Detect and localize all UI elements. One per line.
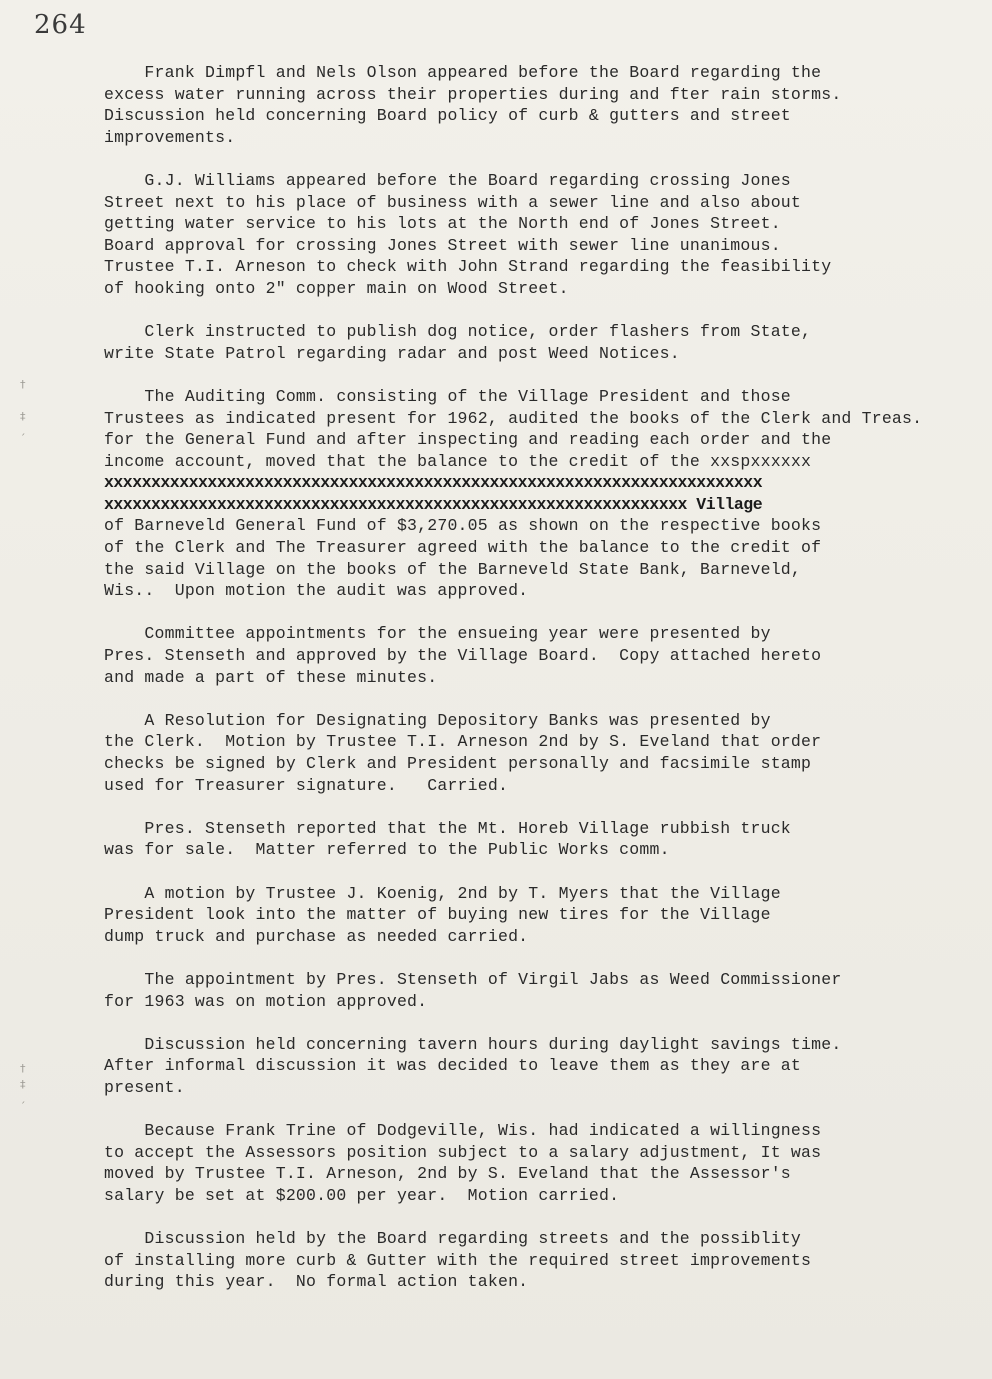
- text-line: xxxxxxxxxxxxxxxxxxxxxxxxxxxxxxxxxxxxxxxxxxxxxxxxxxxxxxxxxxxxxxxxxxxxxx: [104, 473, 763, 493]
- margin-mark: ‡: [20, 410, 26, 423]
- text-line: Discussion held by the Board regarding streets and the possiblity: [104, 1229, 802, 1249]
- minutes-paragraph: [104, 623, 904, 688]
- text-line: Discussion held concerning Board policy of curb & gutters and street: [104, 106, 791, 126]
- margin-mark: ‡: [20, 1078, 26, 1091]
- text-line: President look into the matter of buying new tires for the Village: [104, 905, 771, 925]
- margin-mark: †: [20, 1062, 26, 1075]
- text-line: present.: [104, 1077, 185, 1097]
- text-line: improvements.: [104, 127, 236, 147]
- page-number: 264: [34, 10, 87, 40]
- margin-mark: ´: [20, 432, 26, 445]
- text-line: Frank Dimpfl and Nels Olson appeared before the Board regarding the: [104, 63, 822, 82]
- minutes-paragraph: [104, 883, 904, 948]
- minutes-paragraph: [104, 969, 904, 1012]
- text-line: of hooking onto 2" copper main on Wood Street.: [104, 278, 569, 298]
- minutes-paragraph: [104, 1228, 904, 1293]
- text-line: The Auditing Comm. consisting of the Village President and those: [104, 386, 791, 406]
- text-line: excess water running across their properties during and fter rain storms.: [104, 84, 842, 104]
- text-line: xxxxxxxxxxxxxxxxxxxxxxxxxxxxxxxxxxxxxxxxxxxxxxxxxxxxxxxxxxxxxx Village: [104, 494, 763, 514]
- text-line: for 1963 was on motion approved.: [104, 991, 428, 1011]
- minutes-paragraph: [104, 62, 904, 148]
- minutes-paragraph: [104, 710, 904, 796]
- text-line: of installing more curb & Gutter with the required street improvements: [104, 1250, 812, 1270]
- text-line: the Clerk. Motion by Trustee T.I. Arneson 2nd by S. Eveland that order: [104, 732, 822, 752]
- text-line: of Barneveld General Fund of $3,270.05 as shown on the respective books: [104, 516, 822, 536]
- text-line: Trustees as indicated present for 1962, audited the books of the Clerk and Treas.: [104, 408, 923, 428]
- text-line: write State Patrol regarding radar and post Weed Notices.: [104, 343, 680, 363]
- minutes-paragraph: [104, 1034, 904, 1099]
- minutes-paragraph: [104, 1120, 904, 1206]
- text-line: Board approval for crossing Jones Street with sewer line unanimous.: [104, 235, 781, 255]
- minutes-paragraph: [104, 818, 904, 861]
- text-line: G.J. Williams appeared before the Board regarding crossing Jones: [104, 170, 791, 190]
- text-line: Pres. Stenseth reported that the Mt. Horeb Village rubbish truck: [104, 818, 791, 838]
- text-line: Trustee T.I. Arneson to check with John Strand regarding the feasibility: [104, 257, 832, 277]
- text-line: A Resolution for Designating Depository Banks was presented by: [104, 710, 771, 730]
- minutes-paragraph: [104, 170, 904, 300]
- margin-mark: †: [20, 378, 26, 391]
- text-line: Committee appointments for the ensueing year were presented by: [104, 624, 771, 644]
- text-line: Wis.. Upon motion the audit was approved.: [104, 581, 529, 601]
- text-line: used for Treasurer signature. Carried.: [104, 775, 509, 795]
- text-line: of the Clerk and The Treasurer agreed with the balance to the credit of: [104, 538, 822, 558]
- text-line: A motion by Trustee J. Koenig, 2nd by T. Myers that the Village: [104, 883, 781, 903]
- text-line: salary be set at $200.00 per year. Motion carried.: [104, 1185, 620, 1205]
- text-line: income account, moved that the balance to the credit of the xxspxxxxxx: [104, 451, 812, 471]
- text-line: Street next to his place of business with a sewer line and also about: [104, 192, 802, 212]
- text-line: during this year. No formal action taken.: [104, 1272, 529, 1292]
- text-line: moved by Trustee T.I. Arneson, 2nd by S. Eveland that the Assessor's: [104, 1164, 791, 1184]
- text-line: and made a part of these minutes.: [104, 667, 438, 687]
- text-line: was for sale. Matter referred to the Public Works comm.: [104, 840, 670, 860]
- text-line: After informal discussion it was decided to leave them as they are at: [104, 1056, 802, 1076]
- text-line: Because Frank Trine of Dodgeville, Wis. had indicated a willingness: [104, 1121, 822, 1141]
- minutes-body: [104, 62, 923, 1314]
- text-line: getting water service to his lots at the North end of Jones Street.: [104, 214, 781, 234]
- text-line: Discussion held concerning tavern hours during daylight savings time.: [104, 1034, 842, 1054]
- text-line: to accept the Assessors position subject to a salary adjustment, It was: [104, 1142, 822, 1162]
- text-line: checks be signed by Clerk and President personally and facsimile stamp: [104, 754, 812, 773]
- text-line: the said Village on the books of the Barneveld State Bank, Barneveld,: [104, 559, 802, 579]
- text-line: Clerk instructed to publish dog notice, order flashers from State,: [104, 322, 812, 342]
- margin-mark: ´: [20, 1100, 26, 1113]
- minutes-paragraph: [104, 386, 923, 602]
- text-line: for the General Fund and after inspecting and reading each order and the: [104, 430, 832, 450]
- text-line: Pres. Stenseth and approved by the Village Board. Copy attached hereto: [104, 646, 822, 666]
- minutes-paragraph: [104, 321, 904, 364]
- text-line: dump truck and purchase as needed carried.: [104, 926, 529, 946]
- text-line: The appointment by Pres. Stenseth of Virgil Jabs as Weed Commissioner: [104, 969, 842, 989]
